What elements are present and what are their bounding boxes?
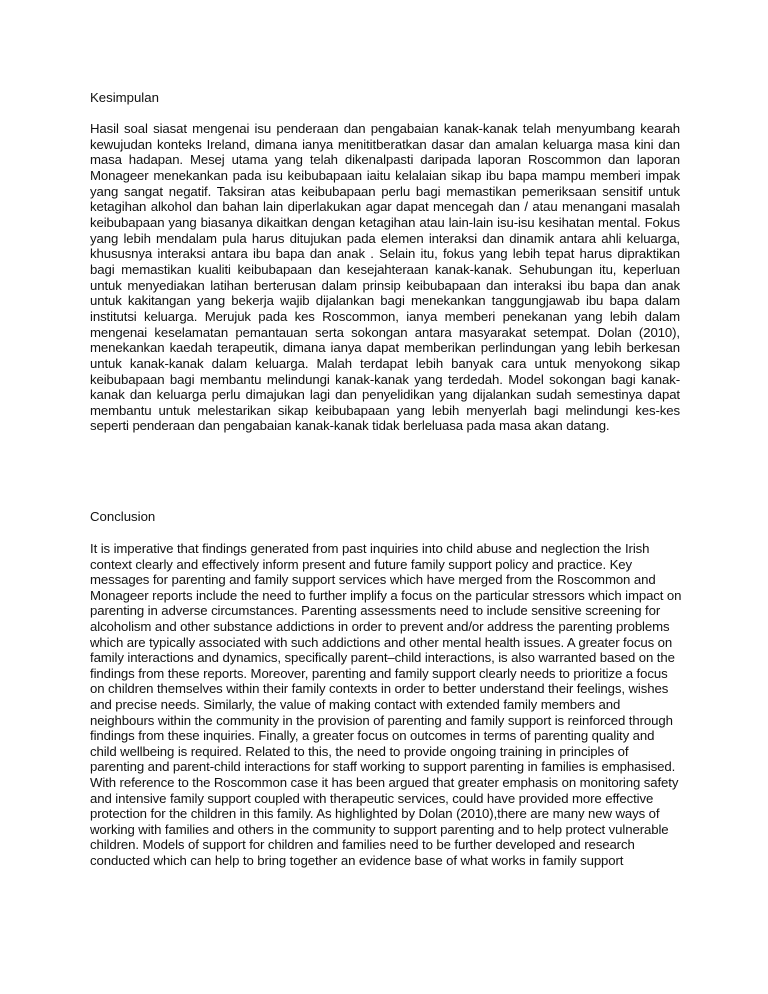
english-conclusion-heading: Conclusion — [90, 509, 156, 524]
english-conclusion-paragraph: It is imperative that findings generated from past inquiries into child abuse and neglection the Irish context clearly and effectively inform present and future family support policy and practice. Key messages for parenting and family support services which have merged from the Roscommon and Monageer reports include the need to further implify a focus on the particular stressors which impact on parenting in adverse circumstances. Parenting assessments need to include sensitive screening for alcoholism and other substance addictions in order to prevent and/or address the parenting problems which are typically associated with such addictions and other mental health issues. A greater focus on family interactions and dynamics, specifically parent–child interactions, is also warranted based on the findings from these reports. Moreover, parenting and family support clearly needs to prioritize a focus on children themselves within their family contexts in order to better understand their feelings, wishes and precise needs. Similarly, the value of making contact with extended family members and neighbours within the community in the provision of parenting and family support is reinforced through findings from these inquiries. Finally, a greater focus on outcomes in terms of parenting quality and child wellbeing is required. Related to this, the need to provide ongoing training in principles of parenting and parent-child interactions for staff working to support parenting in families is emphasised. With reference to the Roscommon case it has been argued that greater emphasis on monitoring safety and intensive family support coupled with therapeutic services, could have provided more effective protection for the children in this family. As highlighted by Dolan (2010),there are many new ways of working with families and others in the community to support parenting and to help protect vulnerable children. Models of support for children and families need to be further developed and research conducted which can help to bring together an evidence base of what works in family support — [90, 541, 682, 868]
malay-conclusion-heading: Kesimpulan — [90, 90, 159, 105]
malay-conclusion-paragraph: Hasil soal siasat mengenai isu penderaan dan pengabaian kanak-kanak telah menyumbang kearah kewujudan konteks Ireland, dimana ianya menititberatkan dasar dan amalan keluarga masa kini dan masa hadapan. Mesej utama yang telah dikenalpasti daripada laporan Roscommon dan laporan Monageer menekankan pada isu keibubapaan iaitu kelalaian sikap ibu bapa mampu memberi impak yang sangat negatif. Taksiran atas keibubapaan perlu bagi memastikan pemeriksaan sensitif untuk ketagihan alkohol dan bahan lain diperlakukan agar dapat mencegah dan / atau menangani masalah keibubapaan yang biasanya dikaitkan dengan ketagihan atau lain-lain isu-isu kesihatan mental. Fokus yang lebih mendalam pula harus ditujukan pada elemen interaksi dan dinamik antara ahli keluarga, khususnya interaksi antara ibu bapa dan anak . Selain itu, fokus yang lebih tepat harus dipraktikan bagi memastikan kualiti keibubapaan dan kesejahteraan kanak-kanak. Sehubungan itu, keperluan untuk menyediakan latihan berterusan dalam prinsip keibubapaan dan interaksi ibu bapa dan anak untuk kakitangan yang bekerja wajib dijalankan bagi menekankan tanggungjawab ibu bapa dalam institutsi keluarga. Merujuk pada kes Roscommon, ianya memberi penekanan yang lebih dalam mengenai keselamatan pemantauan serta sokongan antara masyarakat setempat. Dolan (2010), menekankan kaedah terapeutik, dimana ianya dapat memberikan perlindungan yang lebih berkesan untuk kanak-kanak dalam keluarga. Malah terdapat lebih banyak cara untuk menyokong sikap keibubapaan bagi membantu melindungi kanak-kanak yang terdedah. Model sokongan bagi kanak-kanak dan keluarga perlu dimajukan lagi dan penyelidikan yang dijalankan sudah semestinya dapat membantu untuk melestarikan sikap keibubapaan yang lebih menyerlah bagi melindungi kes-kes seperti penderaan dan pengabaian kanak-kanak tidak berleluasa pada masa akan datang. — [90, 121, 680, 434]
